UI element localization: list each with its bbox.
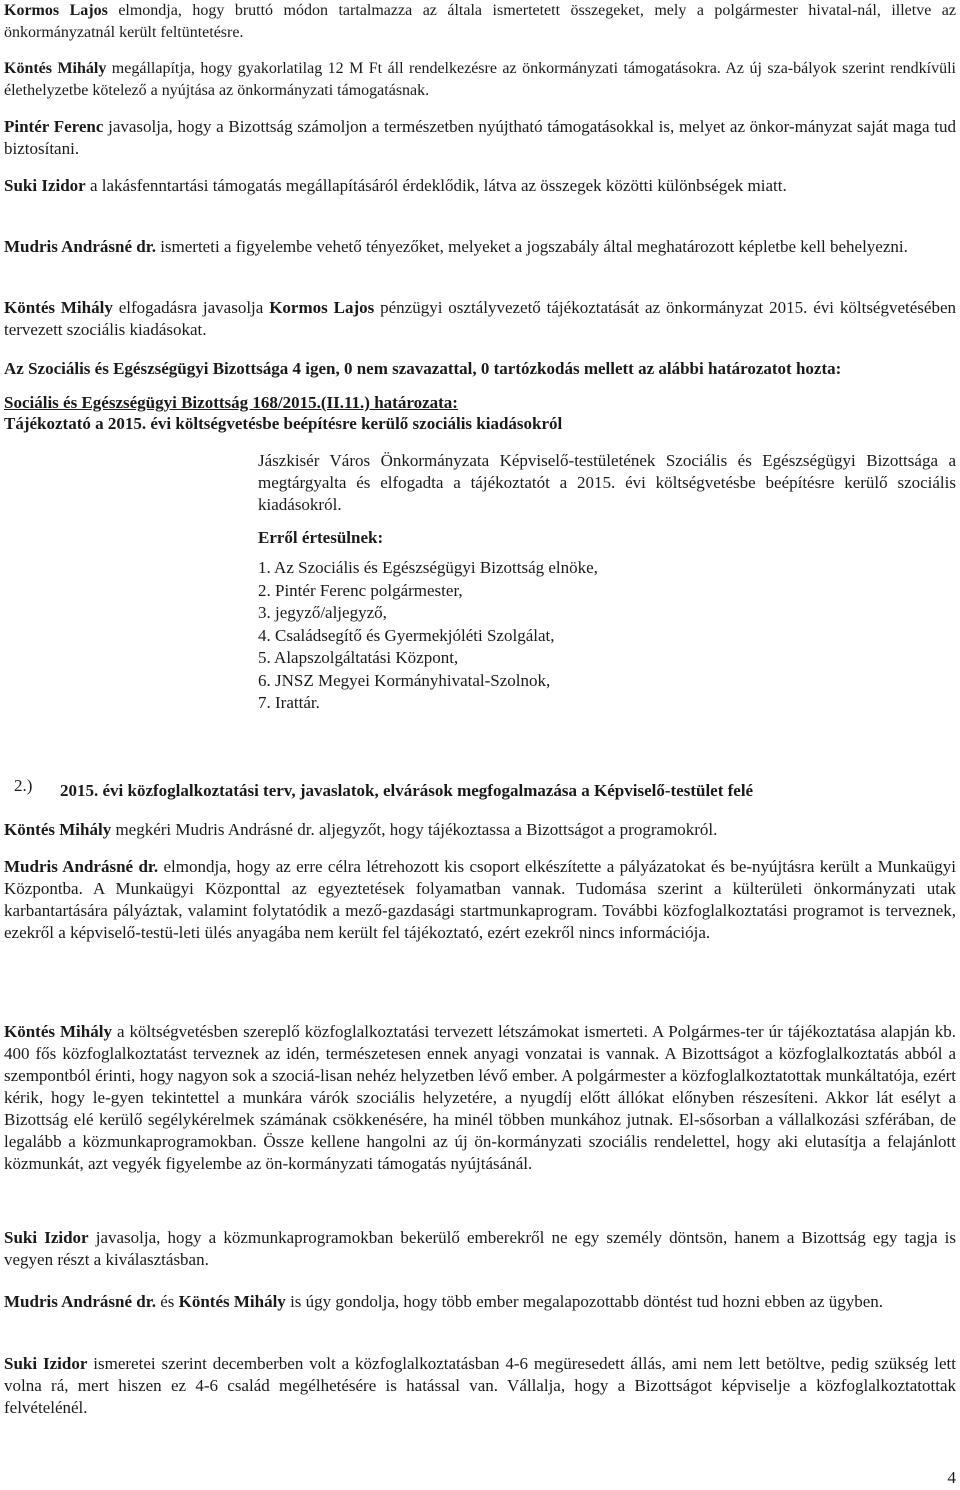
- paragraph-text: megállapítja, hogy gyakorlatilag 12 M Ft áll rendelkezésre az önkormányzati támogatásokra. Az új sza-bályok szerint rendkívüli élethelyzetbe kötelező a nyújtása az önkormányzati támogatásnak.: [4, 60, 956, 99]
- speaker-name: Köntés Mihály: [4, 298, 113, 317]
- paragraph-text: javasolja, hogy a Bizottság számoljon a természetben nyújtható támogatásokkal is, melyet az önkor-mányzat saját maga tud biztosítani.: [4, 117, 956, 158]
- speaker-name: Köntés Mihály: [4, 60, 107, 77]
- paragraph-proposal: [4, 297, 956, 341]
- paragraph-text: és: [155, 1292, 179, 1311]
- speaker-name: Mudris Andrásné dr.: [4, 857, 159, 876]
- paragraph-text: megkéri Mudris Andrásné dr. aljegyzőt, hogy tájékoztassa a Bizottságot a programokról.: [111, 820, 718, 839]
- resolution-number: Sociális és Egészségügyi Bizottság 168/2015.(II.11.) határozata:: [4, 393, 458, 412]
- speaker-name: Köntés Mihály: [4, 820, 112, 839]
- resolution-subject: Tájékoztató a 2015. évi költségvetésbe beépítésre kerülő szociális kiadásokról: [4, 414, 563, 433]
- paragraph-text: elmondja, hogy az erre célra létrehozott kis csoport elkészítette a pályázatokat és be-nyújtásra került a Munkaügyi Központba. A Munkaügyi Központtal az egyeztetések folyamatban vannak. Tudomása szerint a külterületi önkormányzati utak karbantartására pályáztak, valamint folytatódik a mező-gazdasági startmunkaprogram. További közfoglalkoztatási programot is terveznek, ezekről a képviselő-testü-leti ülés anyagába nem került fel tájékoztató, ezért ezekről nincs információja.: [4, 857, 956, 942]
- paragraph-text: is úgy gondolja, hogy több ember megalapozottabb döntést tud hozni ebben az ügyben.: [285, 1292, 884, 1311]
- paragraph-text: ismerteti a figyelembe vehető tényezőket, melyeket a jogszabály által meghatározott képletbe kell behelyezni.: [155, 237, 908, 256]
- paragraph-text: pénzügyi osztályvezető tájékoztatását az önkormányzat 2015. évi költségvetésében tervezett szociális kiadásokat.: [4, 298, 956, 339]
- list-item: 1. Az Szociális és Egészségügyi Bizottság elnöke,: [258, 558, 598, 577]
- vote-statement: Az Szociális és Egészségügyi Bizottsága 4 igen, 0 nem szavazattal, 0 tartózkodás mellett az alábbi határozatot hozta:: [4, 359, 842, 378]
- page-number: 4: [947, 1468, 956, 1487]
- speaker-name: Mudris Andrásné dr.: [4, 237, 156, 256]
- speaker-name: Kormos Lajos: [4, 2, 108, 19]
- paragraph-kormos: [4, 0, 956, 44]
- speaker-name: Suki Izidor: [4, 176, 86, 195]
- speaker-name: Pintér Ferenc: [4, 117, 104, 136]
- notify-heading: Erről értesülnek:: [258, 528, 384, 547]
- paragraph-mudris-1: [4, 236, 956, 258]
- paragraph-kontes-3: [4, 1021, 956, 1175]
- speaker-name: Suki Izidor: [4, 1354, 88, 1373]
- paragraph-text: a lakásfenntartási támogatás megállapításáról érdeklődik, látva az összegek közötti különbségek miatt.: [85, 176, 787, 195]
- resolution-body: Jászkisér Város Önkormányzata Képviselő-testületének Szociális és Egészségügyi Bizottsága a megtárgyalta és elfogadta a tájékoztatót a 2015. évi költségvetésbe beépítésre kerülő szociális kiadásokról.: [258, 451, 956, 514]
- paragraph-suki-2: [4, 1227, 956, 1271]
- paragraph-mudris-kontes: [4, 1291, 956, 1313]
- list-item: 2. Pintér Ferenc polgármester,: [258, 580, 463, 600]
- paragraph-text: elmondja, hogy bruttó módon tartalmazza az általa ismertetett összegeket, mely a polgármester hivatal-nál, illetve az önkormányzatnál került feltüntetésre.: [4, 2, 957, 41]
- paragraph-kontes-1: [4, 58, 956, 102]
- list-item: 7. Irattár.: [258, 693, 320, 712]
- paragraph-text: elfogadásra javasolja: [112, 298, 270, 317]
- list-item: 4. Családsegítő és Gyermekjóléti Szolgálat,: [258, 625, 555, 645]
- speaker-name: Mudris Andrásné dr.: [4, 1292, 156, 1311]
- paragraph-text: a költségvetésben szereplő közfoglalkoztatási tervezett létszámokat ismerteti. A Polgármes-ter úr tájékoztatása alapján kb. 400 fős közfoglalkoztatást terveznek az idén, természetesen ennek anyagi vonzatai is vannak. A Bizottságot a közfoglalkoztatás abból a szempontból érinti, hogy nagyon sok a szociá-lisan nehéz helyzetben lévő ember. A polgármester a közfoglalkoztatottak munkáltatója, ezért kérik, hogy le-gyen tekintettel a munkára várók szociális helyzetére, a nyugdíj előtt állókat előnyben részesíteni. Akkor lát esélyt a Bizottság elé kerülő segélykérelmek számának csökkenésére, ha minél többen munkához jutnak. El-sősorban a vállalkozási szférában, de legalább a közmunkaprogramokban. Össze kellene hangolni az új ön-kormányzati szociális rendelettel, hogy aki elutasítja a felajánlott közmunkát, azt vegyék figyelembe az ön-kormányzati támogatás nyújtásánál.: [4, 1022, 956, 1173]
- paragraph-kontes-2: [4, 819, 956, 841]
- agenda-title: 2015. évi közfoglalkoztatási terv, javaslatok, elvárások megfogalmazása a Képviselő-testület felé: [60, 781, 754, 800]
- list-item: 6. JNSZ Megyei Kormányhivatal-Szolnok,: [258, 670, 551, 690]
- speaker-name: Suki Izidor: [4, 1228, 89, 1247]
- speaker-name: Kormos Lajos: [269, 298, 375, 317]
- speaker-name: Köntés Mihály: [178, 1292, 286, 1311]
- paragraph-mudris-2: [4, 856, 956, 944]
- speaker-name: Köntés Mihály: [4, 1022, 112, 1041]
- agenda-number: 2.): [14, 776, 33, 795]
- paragraph-suki-3: [4, 1353, 956, 1419]
- paragraph-text: javasolja, hogy a közmunkaprogramokban bekerülő emberekről ne egy személy döntsön, hanem a Bizottság egy tagja is vegyen részt a kiválasztásban.: [4, 1228, 957, 1269]
- list-item: 3. jegyző/aljegyző,: [258, 603, 387, 622]
- paragraph-pinter: [4, 116, 956, 160]
- list-item: 5. Alapszolgáltatási Központ,: [258, 648, 459, 667]
- paragraph-text: ismeretei szerint decemberben volt a közfoglalkoztatásban 4-6 megüresedett állás, ami nem lett betöltve, pedig szükség lett volna rá, mert hiszen ez 4-6 család megélhetésére is hatással van. Vállalja, hogy a Bizottságot képviselje a közfoglalkoztatottak felvételénél.: [4, 1354, 956, 1417]
- paragraph-suki-1: [4, 175, 956, 197]
- notify-list: [258, 557, 598, 715]
